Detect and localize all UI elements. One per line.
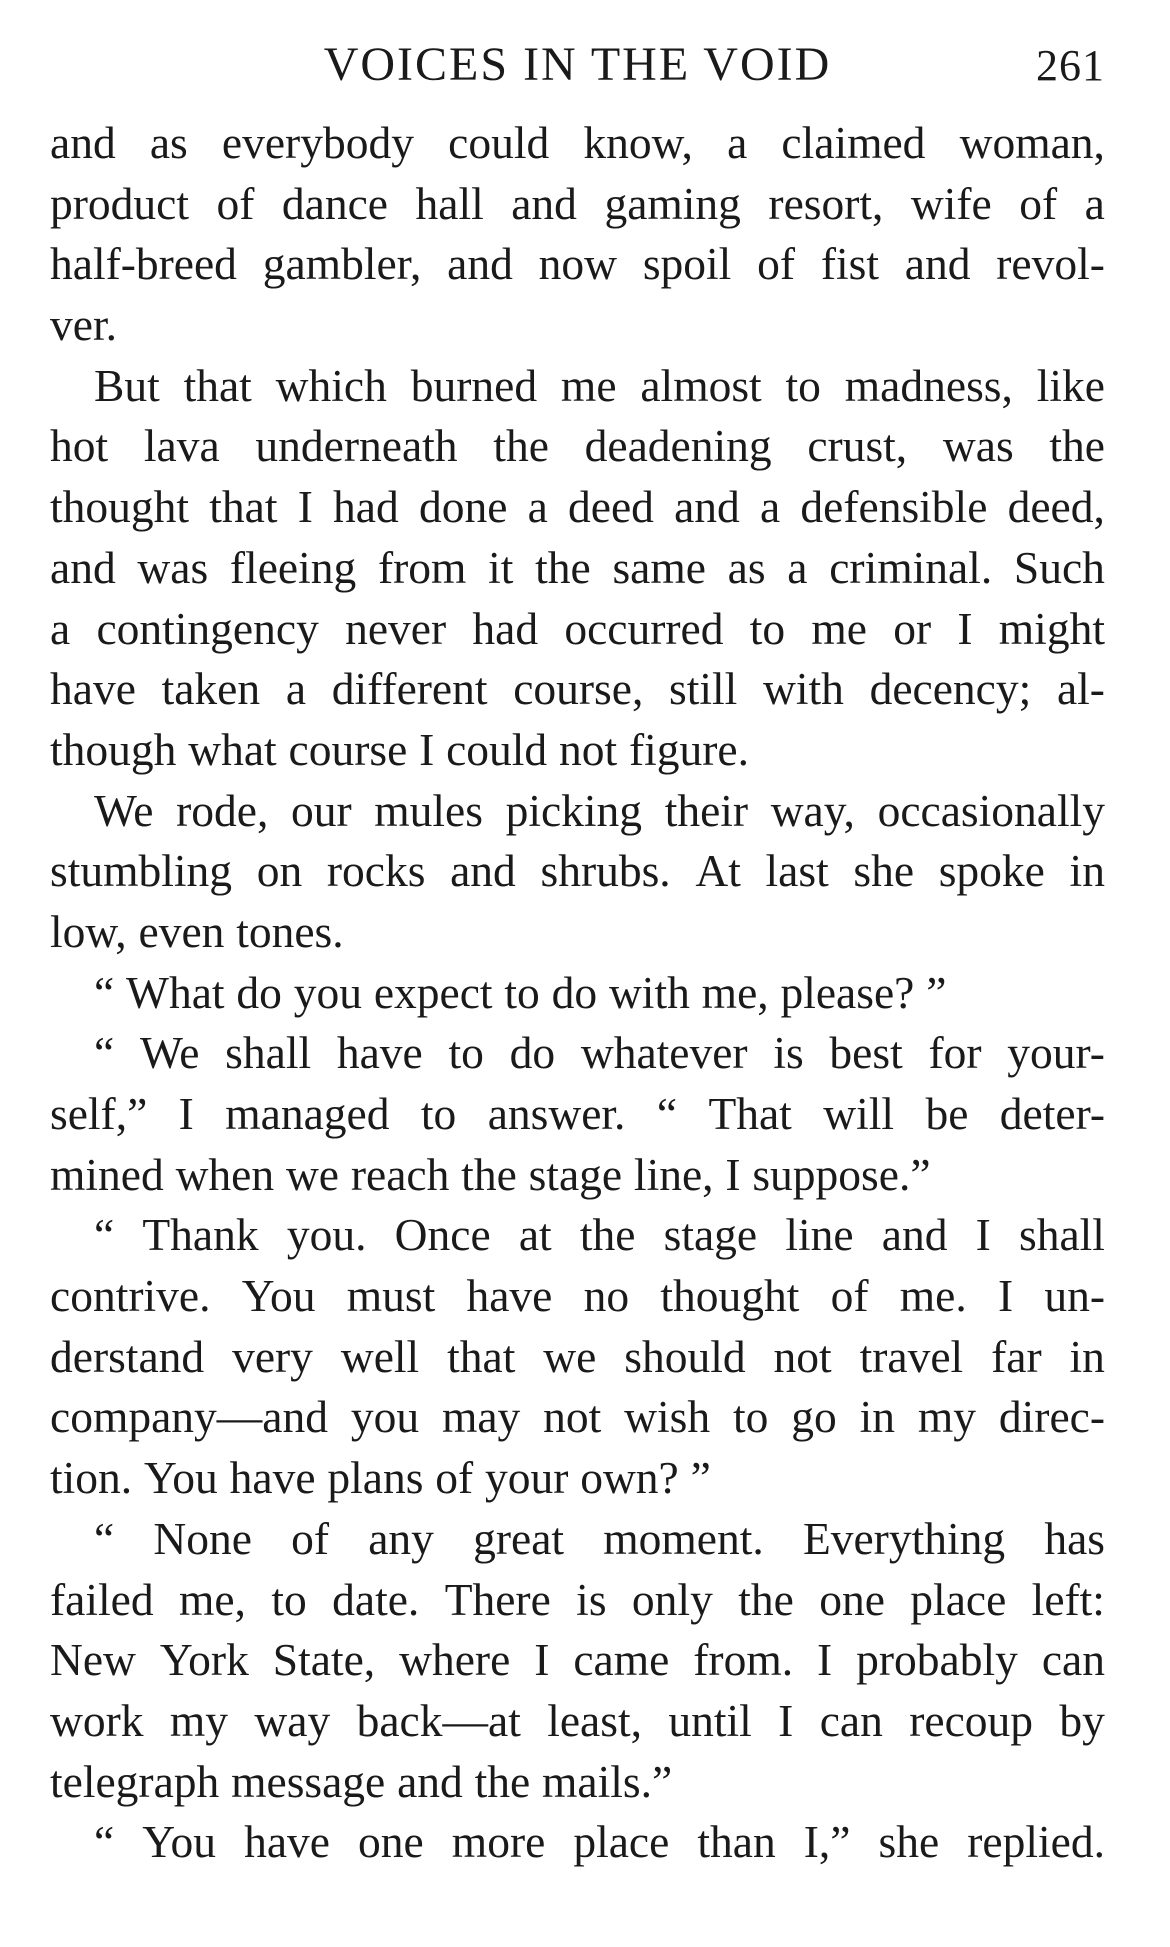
text-line: contrive. You must have no thought of me. I un-	[50, 1270, 1105, 1322]
text-line: low, even tones.	[50, 905, 344, 957]
text-line: and was fleeing from it the same as a criminal. Such	[50, 541, 1105, 593]
text-line: and as everybody could know, a claimed woman,	[50, 117, 1105, 168]
text-line: have taken a different course, still with decency; al-	[50, 663, 1105, 715]
text-line: “ We shall have to do whatever is best for your-	[94, 1027, 1105, 1079]
text-line: derstand very well that we should not travel far in	[50, 1330, 1105, 1382]
page-number: 261	[1036, 41, 1105, 90]
text-line: mined when we reach the stage line, I suppose.”	[50, 1148, 931, 1200]
body-text	[50, 113, 1105, 1873]
text-line: a contingency never had occurred to me or I might	[50, 602, 1105, 654]
text-line: New York State, where I came from. I probably can	[50, 1634, 1105, 1686]
text-line: ver.	[50, 299, 117, 351]
text-line: failed me, to date. There is only the one place left:	[50, 1573, 1105, 1625]
text-line: tion. You have plans of your own? ”	[50, 1452, 711, 1504]
text-line: half-breed gambler, and now spoil of fist and revol-	[50, 238, 1105, 290]
text-line: “ What do you expect to do with me, please? ”	[94, 966, 947, 1018]
text-line: thought that I had done a deed and a defensible deed,	[50, 481, 1105, 533]
text-line: hot lava underneath the deadening crust, was the	[50, 420, 1105, 472]
text-line: “ You have one more place than I,” she replied.	[94, 1816, 1105, 1868]
text-line: work my way back—at least, until I can recoup by	[50, 1694, 1105, 1746]
text-line: But that which burned me almost to madness, like	[94, 359, 1105, 411]
text-line: “ Thank you. Once at the stage line and I shall	[94, 1209, 1105, 1261]
text-line: “ None of any great moment. Everything has	[94, 1512, 1105, 1564]
running-title: VOICES IN THE VOID	[323, 38, 832, 91]
text-line: company—and you may not wish to go in my direc-	[50, 1391, 1105, 1443]
text-line: stumbling on rocks and shrubs. At last she spoke in	[50, 845, 1105, 897]
text-line: self,” I managed to answer. “ That will be deter-	[50, 1088, 1105, 1139]
text-line: though what course I could not figure.	[50, 723, 749, 775]
running-head	[50, 30, 1105, 100]
text-line: We rode, our mules picking their way, occasionally	[94, 784, 1105, 836]
text-line: telegraph message and the mails.”	[50, 1755, 673, 1807]
text-line: product of dance hall and gaming resort, wife of a	[50, 177, 1105, 229]
